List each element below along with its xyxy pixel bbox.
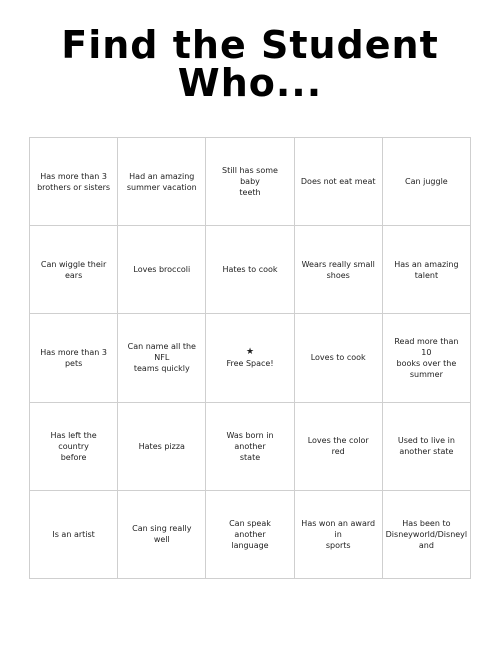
bingo-cell	[383, 491, 471, 579]
cell-text: Can speak another language	[229, 518, 271, 550]
page-title: Find the Student Who...	[61, 23, 439, 105]
bingo-cell	[30, 138, 118, 226]
cell-text: Read more than 10 books over the summer	[394, 336, 459, 379]
bingo-cell	[295, 226, 383, 314]
cell-text: Loves to cook	[310, 353, 366, 363]
cell-text: Can sing really well	[132, 524, 192, 545]
cell-text: Has more than 3 brothers or sisters	[37, 171, 111, 192]
cell-text: Has been to Disneyworld/Disneyl and	[385, 518, 468, 550]
bingo-cell	[118, 403, 206, 491]
star-icon: ★	[245, 346, 255, 357]
bingo-cell	[206, 491, 294, 579]
bingo-cell	[383, 314, 471, 402]
bingo-cell	[118, 226, 206, 314]
bingo-cell	[206, 138, 294, 226]
bingo-cell	[30, 314, 118, 402]
bingo-cell	[118, 314, 206, 402]
cell-text: Loves the color red	[307, 436, 369, 457]
cell-text: Has left the country before	[50, 430, 97, 462]
bingo-cell	[383, 403, 471, 491]
cell-text: Can wiggle their ears	[40, 259, 107, 280]
cell-text: Has more than 3 pets	[40, 347, 107, 368]
bingo-cell	[118, 491, 206, 579]
cell-text: Hates pizza	[138, 441, 185, 451]
cell-text: Does not eat meat	[300, 177, 376, 187]
bingo-cell	[206, 403, 294, 491]
cell-text: Still has some baby teeth	[222, 166, 278, 198]
bingo-cell	[118, 138, 206, 226]
cell-text: Can name all the NFL teams quickly	[127, 342, 196, 374]
cell-text: Loves broccoli	[133, 265, 191, 275]
bingo-grid	[29, 137, 471, 579]
bingo-cell	[295, 138, 383, 226]
cell-text: Free Space!	[226, 358, 274, 368]
cell-text: Used to live in another state	[397, 436, 455, 457]
cell-text: Has won an award in sports	[301, 518, 376, 550]
cell-text: Wears really small shoes	[301, 259, 375, 280]
bingo-cell	[295, 314, 383, 402]
bingo-cell	[295, 491, 383, 579]
free-space-cell	[206, 314, 294, 402]
cell-text: Can juggle	[405, 177, 448, 187]
bingo-cell	[206, 226, 294, 314]
bingo-cell	[30, 491, 118, 579]
cell-text: Hates to cook	[222, 265, 278, 275]
cell-text: Has an amazing talent	[394, 259, 459, 280]
cell-text: Is an artist	[52, 529, 95, 539]
cell-text: Was born in another state	[226, 430, 274, 462]
cell-text: Had an amazing summer vacation	[126, 171, 197, 192]
bingo-cell	[383, 138, 471, 226]
bingo-cell	[383, 226, 471, 314]
bingo-cell	[295, 403, 383, 491]
bingo-cell	[30, 226, 118, 314]
bingo-cell	[30, 403, 118, 491]
